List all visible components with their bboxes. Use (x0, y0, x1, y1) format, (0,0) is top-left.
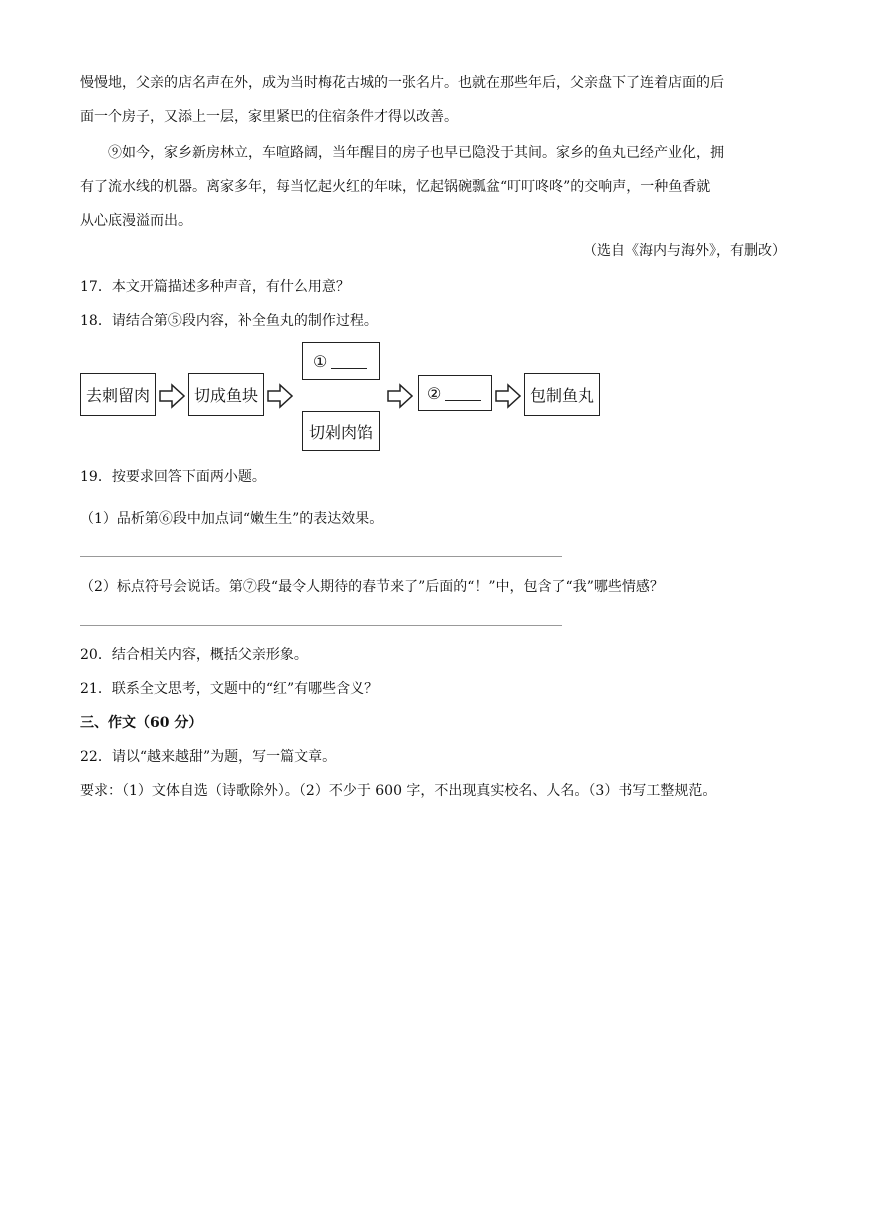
answer-line-19-2[interactable] (80, 625, 562, 626)
question-19-part-1: （1）品析第⑥段中加点词“嫩生生”的表达效果。 (80, 511, 384, 527)
flow-step-wrap-fishball: 包制鱼丸 (524, 373, 600, 416)
blank-2-underline (445, 386, 481, 401)
answer-line-19-1[interactable] (80, 556, 562, 557)
paragraph-8-line-1: 慢慢地，父亲的店名声在外，成为当时梅花古城的一张名片。也就在那些年后，父亲盘下了连着店面的后 (80, 75, 724, 91)
section-heading-essay: 三、作文（60 分） (80, 715, 203, 731)
flow-arrow-icon (495, 383, 521, 409)
flow-blank-1[interactable] (302, 342, 380, 380)
question-17: 17．本文开篇描述多种声音，有什么用意？ (80, 279, 350, 295)
paragraph-9-line-1: ⑨如今，家乡新房林立，车喧路阔，当年醒目的房子也早已隐没于其间。家乡的鱼丸已经产业化，拥 (108, 145, 724, 161)
flow-step-cut-fish: 切成鱼块 (188, 373, 264, 416)
flow-arrow-icon (159, 383, 185, 409)
question-22: 22．请以“越来越甜”为题，写一篇文章。 (80, 749, 337, 765)
blank-1-number: ① (313, 351, 328, 371)
paragraph-9-line-2: 有了流水线的机器。离家多年，每当忆起火红的年味，忆起锅碗瓢盆“叮叮咚咚”的交响声，一种鱼香就 (80, 179, 711, 195)
question-19-part-2: （2）标点符号会说话。第⑦段“最令人期待的春节来了”后面的“！”中，包含了“我”哪些情感？ (80, 579, 664, 595)
question-18: 18．请结合第⑤段内容，补全鱼丸的制作过程。 (80, 313, 378, 329)
blank-1-underline (331, 354, 367, 369)
flow-step-chop-filling: 切剁肉馅 (302, 411, 380, 451)
flow-arrow-icon (267, 383, 293, 409)
flow-blank-2[interactable] (418, 375, 492, 411)
essay-requirements: 要求：（1）文体自选（诗歌除外）。（2）不少于 600 字，不出现真实校名、人名。（3）书写工整规范。 (80, 783, 717, 799)
source-citation: （选自《海内与海外》，有删改） (583, 243, 786, 259)
flow-step-remove-bones: 去刺留肉 (80, 373, 156, 416)
paragraph-9-line-3: 从心底漫溢而出。 (80, 213, 192, 229)
paragraph-8-line-2: 面一个房子，又添上一层，家里紧巴的住宿条件才得以改善。 (80, 109, 458, 125)
question-20: 20．结合相关内容，概括父亲形象。 (80, 647, 308, 663)
blank-2-number: ② (427, 383, 442, 403)
flow-arrow-icon (387, 383, 413, 409)
question-21: 21．联系全文思考，文题中的“红”有哪些含义？ (80, 681, 379, 697)
question-19: 19．按要求回答下面两小题。 (80, 469, 266, 485)
